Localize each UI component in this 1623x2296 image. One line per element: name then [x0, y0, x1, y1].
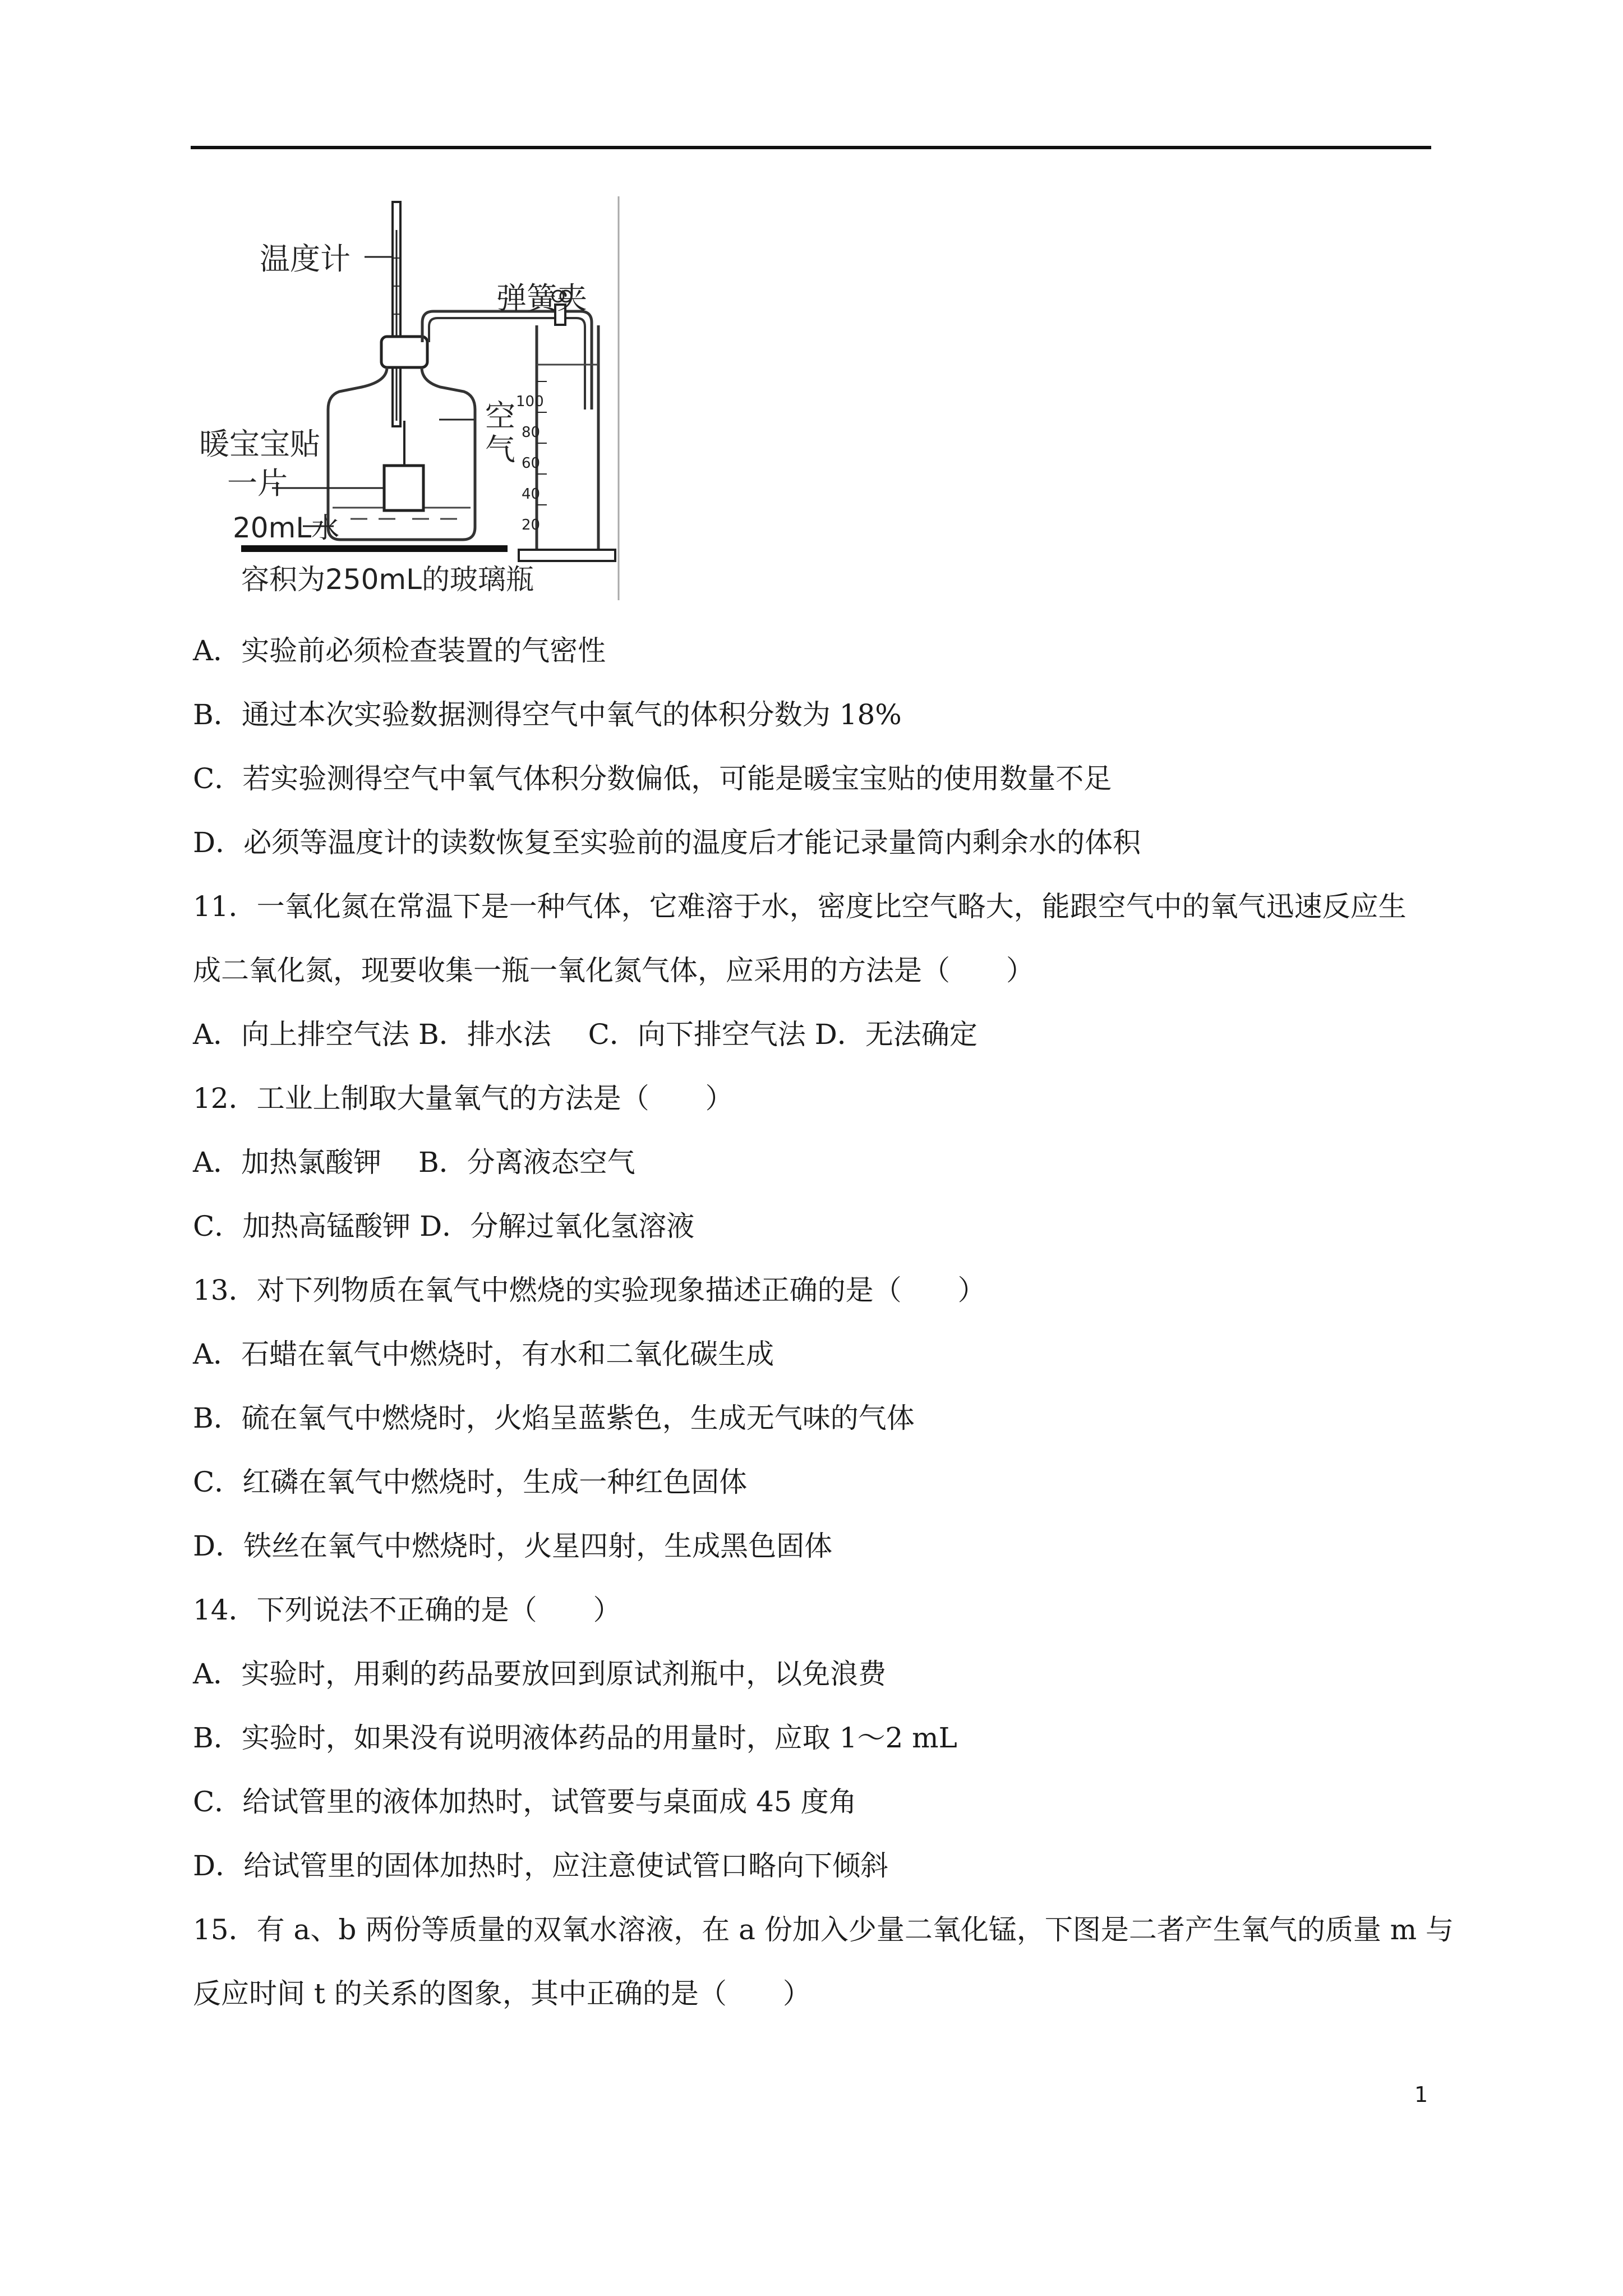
question-line: 14．下列说法不正确的是（ ） [193, 1594, 621, 1626]
option-line: D．铁丝在氧气中燃烧时，火星四射，生成黑色固体 [193, 1530, 833, 1562]
label-spring-clip: 弹簧夹 [496, 280, 587, 316]
option-line: B．硫在氧气中燃烧时，火焰呈蓝紫色，生成无气味的气体 [193, 1402, 915, 1434]
question-line: 15．有 a、b 两份等质量的双氧水溶液，在 a 份加入少量二氧化锰，下图是二者产生氧气的质量 m 与 [193, 1913, 1454, 1946]
cylinder-tick: 60 [522, 455, 541, 472]
thermometer-icon [365, 202, 400, 426]
cylinder-tick: 100 [516, 393, 544, 410]
label-thermometer: 温度计 [260, 241, 351, 277]
label-air: 空 [485, 398, 515, 434]
cylinder-tick: 80 [522, 424, 541, 441]
option-line: A．实验前必须检查装置的气密性 [193, 634, 606, 667]
option-line: C．加热高锰酸钾 D．分解过氧化氢溶液 [193, 1210, 695, 1243]
option-line: A．向上排空气法 B．排水法 C．向下排空气法 D．无法确定 [193, 1018, 978, 1051]
option-line: D．给试管里的固体加热时，应注意使试管口略向下倾斜 [193, 1849, 889, 1882]
label-bottle: 容积为250mL的玻璃瓶 [241, 563, 534, 596]
option-line: A．石蜡在氧气中燃烧时，有水和二氧化碳生成 [193, 1338, 774, 1370]
question-line: 11．一氧化氮在常温下是一种气体，它难溶于水，密度比空气略大，能跟空气中的氧气迅速反应生 [193, 890, 1407, 923]
option-line: D．必须等温度计的读数恢复至实验前的温度后才能记录量筒内剩余水的体积 [193, 826, 1141, 859]
cylinder-tick: 20 [522, 517, 541, 533]
question-line: 反应时间 t 的关系的图象，其中正确的是（ ） [193, 1977, 811, 2010]
delivery-tube-icon [422, 311, 592, 409]
option-line: C．若实验测得空气中氧气体积分数偏低，可能是暖宝宝贴的使用数量不足 [193, 762, 1112, 795]
question-line: 12．工业上制取大量氧气的方法是（ ） [193, 1082, 734, 1115]
label-warmer-patch: 暖宝宝贴 [199, 426, 320, 462]
question-line: 13．对下列物质在氧气中燃烧的实验现象描述正确的是（ ） [193, 1274, 986, 1306]
option-line: B．通过本次实验数据测得空气中氧气的体积分数为 18% [193, 698, 902, 731]
header-rule [191, 146, 1431, 149]
cylinder-tick: 40 [522, 486, 541, 503]
label-water: 20mL水 [233, 512, 340, 544]
page-number: 1 [1414, 2082, 1428, 2107]
option-line: C．红磷在氧气中燃烧时，生成一种红色固体 [193, 1466, 748, 1498]
option-line: B．实验时，如果没有说明液体药品的用量时，应取 1～2 mL [193, 1722, 957, 1754]
label-warmer-patch-count: 一片 [227, 466, 288, 501]
glass-bottle-icon [328, 337, 475, 540]
label-air: 气 [485, 432, 515, 467]
option-line: C．给试管里的液体加热时，试管要与桌面成 45 度角 [193, 1786, 857, 1818]
apparatus-figure [193, 196, 620, 600]
option-line: A．实验时，用剩的药品要放回到原试剂瓶中，以免浪费 [193, 1658, 887, 1690]
question-line: 成二氧化氮，现要收集一瓶一氧化氮气体，应采用的方法是（ ） [193, 954, 1034, 987]
option-line: A．加热氯酸钾 B．分离液态空气 [193, 1146, 635, 1179]
graduated-cylinder-icon [516, 325, 615, 561]
